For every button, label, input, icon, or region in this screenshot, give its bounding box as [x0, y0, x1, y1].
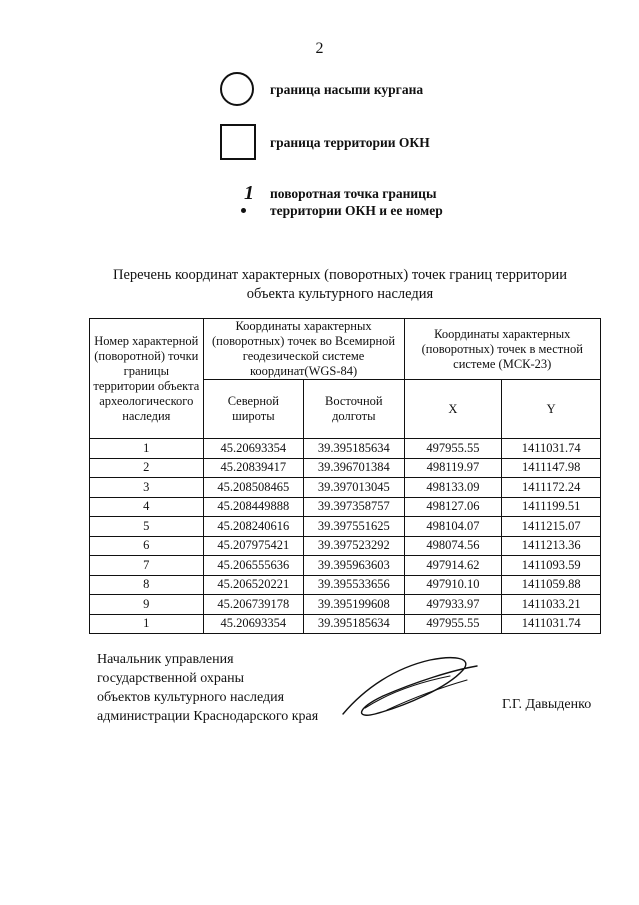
y-cell: 1411172.24	[502, 478, 601, 498]
col-header-msk: Координаты характерных (поворотных) точек в местной системе (МСК-23)	[404, 319, 600, 380]
latitude-cell: 45.20693354	[203, 439, 303, 459]
x-cell: 497955.55	[404, 439, 502, 459]
latitude-cell: 45.206520221	[203, 575, 303, 595]
x-cell: 497955.55	[404, 614, 502, 634]
col-header-lat: Северной широты	[203, 380, 303, 439]
legend-mound-label: граница насыпи кургана	[270, 81, 424, 97]
longitude-cell: 39.397551625	[304, 517, 404, 537]
point-number-cell: 3	[90, 478, 204, 498]
latitude-cell: 45.208240616	[203, 517, 303, 537]
y-cell: 1411213.36	[502, 536, 601, 556]
longitude-cell: 39.395185634	[304, 614, 404, 634]
longitude-cell: 39.397358757	[304, 497, 404, 517]
signer-position-line1: Начальник управления	[97, 652, 234, 667]
turning-point-icon	[232, 184, 262, 220]
table-heading-line1: Перечень координат характерных (поворотных) точек границ территории	[112, 267, 568, 283]
legend-point-line1: поворотная точка границы	[270, 186, 437, 201]
col-header-y: Y	[502, 380, 601, 439]
x-cell: 497914.62	[404, 556, 502, 576]
latitude-cell: 45.208449888	[203, 497, 303, 517]
latitude-cell: 45.20839417	[203, 458, 303, 478]
latitude-cell: 45.206555636	[203, 556, 303, 576]
longitude-cell: 39.397523292	[304, 536, 404, 556]
turning-point-number: 1	[244, 182, 254, 204]
table-row	[90, 536, 601, 556]
turning-point-dot	[241, 208, 246, 213]
latitude-cell: 45.206739178	[203, 595, 303, 615]
y-cell: 1411033.21	[502, 595, 601, 615]
point-number-cell: 2	[90, 458, 204, 478]
x-cell: 498104.07	[404, 517, 502, 537]
legend-mound	[220, 72, 423, 106]
point-number-cell: 7	[90, 556, 204, 576]
table-row	[90, 517, 601, 537]
col-header-wgs: Координаты характерных (поворотных) точек во Всемирной геодезической системе координат(WGS-84)	[203, 319, 404, 380]
coordinates-table	[89, 318, 601, 634]
point-number-cell: 5	[90, 517, 204, 537]
x-cell: 498119.97	[404, 458, 502, 478]
table-row	[90, 614, 601, 634]
table-row	[90, 595, 601, 615]
legend-territory	[220, 124, 430, 160]
square-symbol-icon	[220, 124, 256, 160]
x-cell: 497910.10	[404, 575, 502, 595]
x-cell: 497933.97	[404, 595, 502, 615]
signer-position-line2: государственной охраны	[97, 671, 245, 686]
y-cell: 1411059.88	[502, 575, 601, 595]
handwritten-signature	[335, 648, 485, 723]
point-number-cell: 9	[90, 595, 204, 615]
table-row	[90, 556, 601, 576]
circle-symbol-icon	[220, 72, 254, 106]
point-number-cell: 4	[90, 497, 204, 517]
point-number-cell: 1	[90, 614, 204, 634]
y-cell: 1411031.74	[502, 614, 601, 634]
legend-territory-label: граница территории ОКН	[270, 134, 430, 150]
latitude-cell: 45.208508465	[203, 478, 303, 498]
longitude-cell: 39.396701384	[304, 458, 404, 478]
legend-point-label	[270, 185, 443, 219]
x-cell: 498074.56	[404, 536, 502, 556]
y-cell: 1411093.59	[502, 556, 601, 576]
point-number-cell: 6	[90, 536, 204, 556]
legend-point-line2: территории ОКН и ее номер	[270, 203, 443, 218]
point-number-cell: 8	[90, 575, 204, 595]
col-header-lon: Восточной долготы	[304, 380, 404, 439]
signature-block	[97, 650, 318, 726]
y-cell: 1411147.98	[502, 458, 601, 478]
table-heading-line2: объекта культурного наследия	[246, 286, 434, 302]
y-cell: 1411031.74	[502, 439, 601, 459]
table-row	[90, 439, 601, 459]
signer-position-line3: объектов культурного наследия	[97, 690, 285, 705]
table-row	[90, 497, 601, 517]
y-cell: 1411215.07	[502, 517, 601, 537]
longitude-cell: 39.395185634	[304, 439, 404, 459]
latitude-cell: 45.20693354	[203, 614, 303, 634]
x-cell: 498127.06	[404, 497, 502, 517]
signer-name: Г.Г. Давыденко	[502, 697, 592, 712]
longitude-cell: 39.395963603	[304, 556, 404, 576]
col-header-x: X	[404, 380, 502, 439]
longitude-cell: 39.395199608	[304, 595, 404, 615]
latitude-cell: 45.207975421	[203, 536, 303, 556]
page-number: 2	[315, 40, 324, 57]
table-row	[90, 458, 601, 478]
y-cell: 1411199.51	[502, 497, 601, 517]
longitude-cell: 39.395533656	[304, 575, 404, 595]
table-heading	[60, 266, 620, 304]
table-row	[90, 575, 601, 595]
table-row	[90, 478, 601, 498]
longitude-cell: 39.397013045	[304, 478, 404, 498]
col-header-number: Номер характерной (поворотной) точки границы территории объекта археологического наследия	[90, 319, 204, 439]
signer-position-line4: администрации Краснодарского края	[97, 709, 319, 724]
legend-point	[232, 184, 443, 220]
x-cell: 498133.09	[404, 478, 502, 498]
coordinates-table-body	[90, 439, 601, 634]
point-number-cell: 1	[90, 439, 204, 459]
